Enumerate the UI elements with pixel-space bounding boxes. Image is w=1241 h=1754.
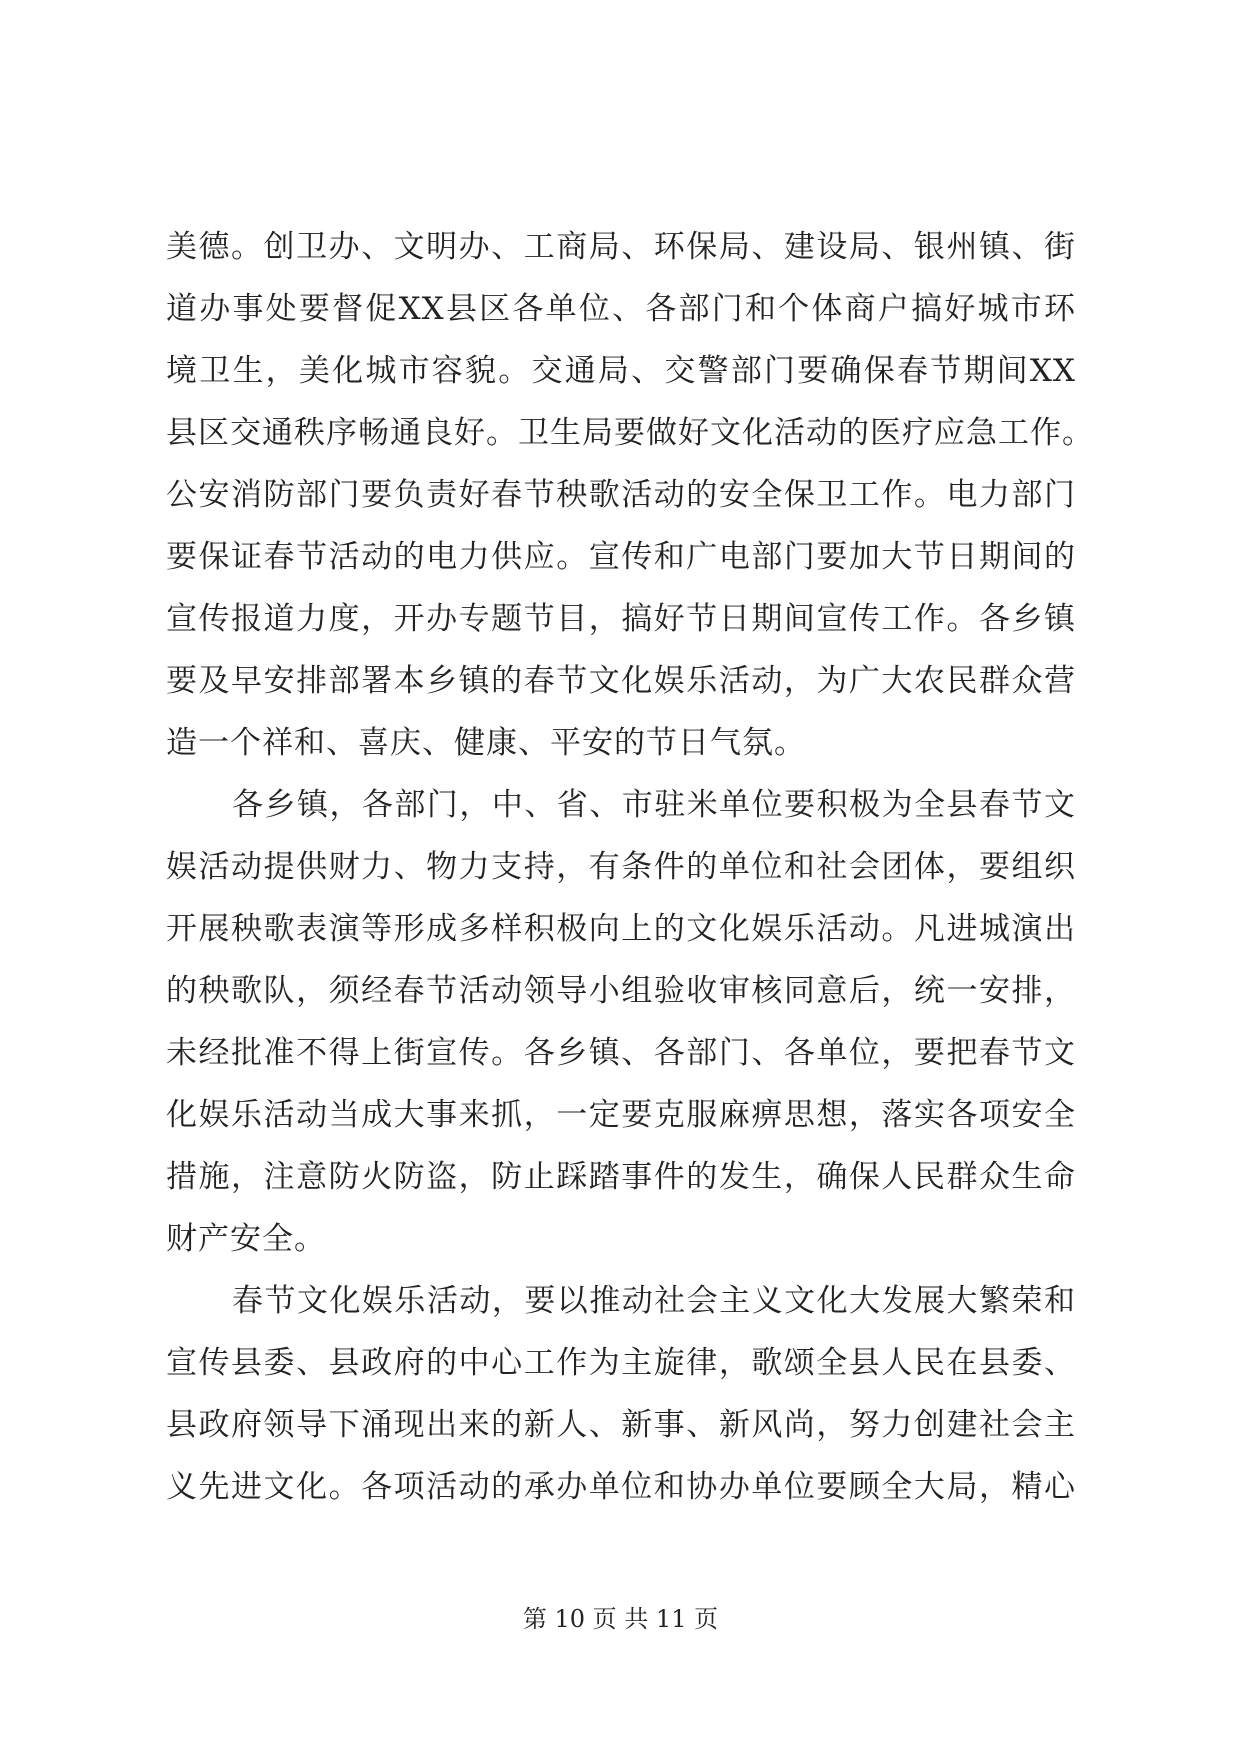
paragraph-line: 境卫生，美化城市容貌。交通局、交警部门要确保春节期间XX	[166, 353, 1076, 389]
paragraph-line: 娱活动提供财力、物力支持，有条件的单位和社会团体，要组织	[166, 849, 1076, 885]
paragraph-line: 道办事处要督促XX县区各单位、各部门和个体商户搞好城市环	[166, 291, 1076, 327]
paragraph-line: 财产安全。	[166, 1221, 326, 1257]
paragraph-line: 义先进文化。各项活动的承办单位和协办单位要顾全大局，精心	[166, 1469, 1076, 1505]
paragraph-line: 各乡镇，各部门，中、省、市驻米单位要积极为全县春节文	[232, 787, 1076, 823]
paragraph-line: 县区交通秩序畅通良好。卫生局要做好文化活动的医疗应急工作。	[166, 415, 1094, 451]
paragraph-line: 宣传报道力度，开办专题节目，搞好节日期间宣传工作。各乡镇	[166, 601, 1076, 637]
paragraph-line: 宣传县委、县政府的中心工作为主旋律，歌颂全县人民在县委、	[166, 1345, 1076, 1381]
paragraph-line: 县政府领导下涌现出来的新人、新事、新风尚，努力创建社会主	[166, 1407, 1076, 1443]
paragraph-line: 公安消防部门要负责好春节秧歌活动的安全保卫工作。电力部门	[166, 477, 1076, 513]
document-body	[166, 228, 1094, 1530]
page-number-footer: 第 10 页 共 11 页	[522, 1605, 719, 1633]
paragraph-line: 未经批准不得上街宣传。各乡镇、各部门、各单位，要把春节文	[166, 1035, 1076, 1071]
paragraph-line: 开展秧歌表演等形成多样积极向上的文化娱乐活动。凡进城演出	[166, 911, 1076, 947]
paragraph-line: 春节文化娱乐活动，要以推动社会主义文化大发展大繁荣和	[232, 1283, 1076, 1319]
paragraph-line: 措施，注意防火防盗，防止踩踏事件的发生，确保人民群众生命	[166, 1159, 1076, 1195]
paragraph-line: 要保证春节活动的电力供应。宣传和广电部门要加大节日期间的	[166, 539, 1076, 575]
paragraph-line: 造一个祥和、喜庆、健康、平安的节日气氛。	[166, 725, 806, 761]
paragraph-line: 要及早安排部署本乡镇的春节文化娱乐活动，为广大农民群众营	[166, 663, 1076, 699]
paragraph-line: 的秧歌队，须经春节活动领导小组验收审核同意后，统一安排，	[166, 973, 1076, 1009]
paragraph-line: 化娱乐活动当成大事来抓，一定要克服麻痹思想，落实各项安全	[166, 1097, 1076, 1133]
paragraph-line: 美德。创卫办、文明办、工商局、环保局、建设局、银州镇、街	[166, 229, 1076, 265]
